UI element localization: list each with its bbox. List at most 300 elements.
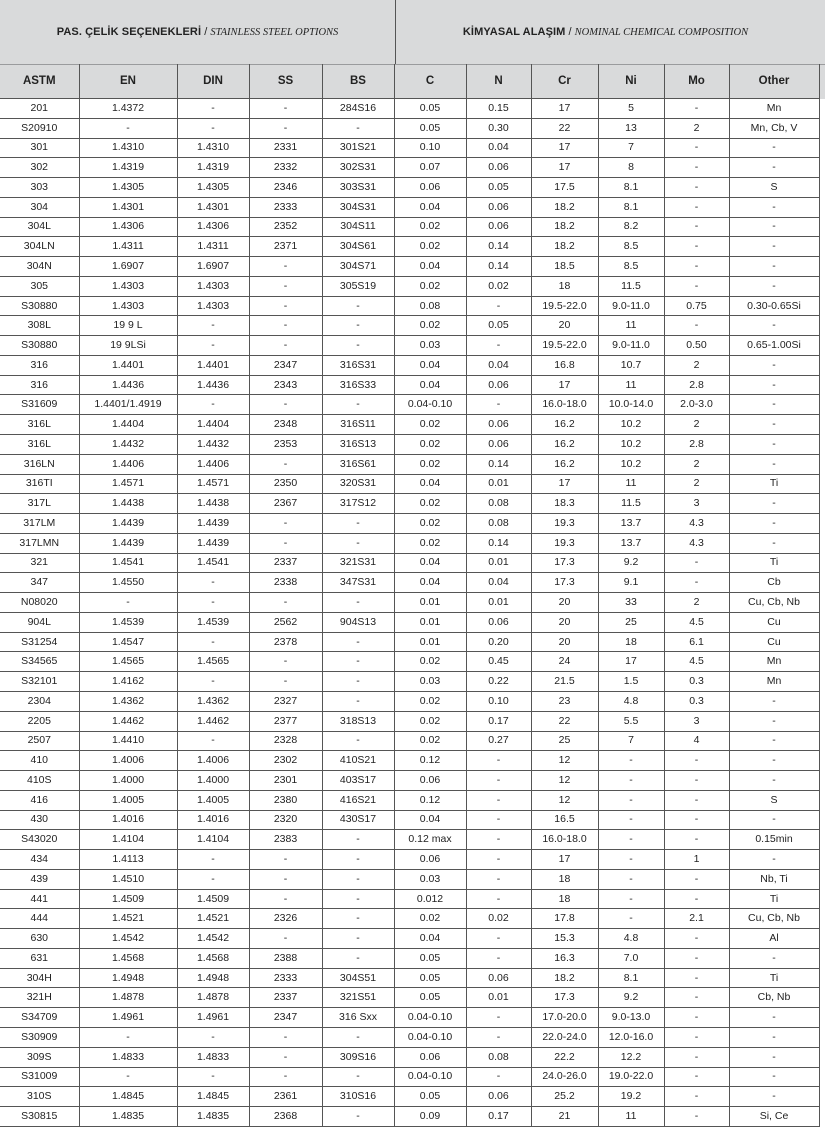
cell-c: 0.02 (394, 691, 466, 711)
cell-ni: 8.1 (598, 968, 664, 988)
cell-en: 1.4845 (79, 1087, 177, 1107)
cell-ss: 2328 (249, 731, 322, 751)
cell-ss: 2326 (249, 909, 322, 929)
cell-other: - (729, 197, 819, 217)
cell-astm: 317LM (0, 514, 79, 534)
cell-cr: 19.3 (531, 533, 598, 553)
cell-other: Mn, Cb, V (729, 118, 819, 138)
cell-en: 1.4835 (79, 1107, 177, 1127)
cell-ni: 17 (598, 652, 664, 672)
cell-n: - (466, 850, 531, 870)
cell-bs: 310S16 (322, 1087, 394, 1107)
cell-din: - (177, 99, 249, 119)
cell-n: - (466, 948, 531, 968)
cell-n: 0.02 (466, 276, 531, 296)
cell-en: 1.4462 (79, 711, 177, 731)
cell-cr: 12 (531, 751, 598, 771)
cell-other: - (729, 395, 819, 415)
cell-din: 1.4948 (177, 968, 249, 988)
cell-cr: 20 (531, 316, 598, 336)
cell-ni: - (598, 869, 664, 889)
table-row (0, 691, 819, 711)
cell-cr: 16.0-18.0 (531, 830, 598, 850)
cell-cr: 22 (531, 118, 598, 138)
cell-en: 1.4016 (79, 810, 177, 830)
cell-mo: 2 (664, 454, 729, 474)
cell-other: - (729, 138, 819, 158)
cell-c: 0.02 (394, 909, 466, 929)
cell-other: 0.15min (729, 830, 819, 850)
cell-cr: 16.0-18.0 (531, 395, 598, 415)
cell-astm: S32101 (0, 672, 79, 692)
cell-ss: - (249, 276, 322, 296)
table-row (0, 612, 819, 632)
cell-n: 0.06 (466, 375, 531, 395)
cell-bs: 304S71 (322, 257, 394, 277)
cell-cr: 22.2 (531, 1047, 598, 1067)
cell-n: - (466, 830, 531, 850)
cell-bs: 317S12 (322, 494, 394, 514)
cell-din: 1.4521 (177, 909, 249, 929)
cell-n: - (466, 810, 531, 830)
cell-n: 0.06 (466, 415, 531, 435)
cell-en: 1.4539 (79, 612, 177, 632)
cell-bs: - (322, 514, 394, 534)
cell-c: 0.04 (394, 197, 466, 217)
table-row (0, 1107, 819, 1127)
table-row (0, 257, 819, 277)
table-row (0, 435, 819, 455)
cell-en: 1.4550 (79, 573, 177, 593)
cell-din: - (177, 1067, 249, 1087)
cell-n: - (466, 336, 531, 356)
cell-n: - (466, 869, 531, 889)
cell-other: - (729, 316, 819, 336)
cell-n: 0.01 (466, 988, 531, 1008)
cell-n: 0.08 (466, 1047, 531, 1067)
cell-cr: 18.3 (531, 494, 598, 514)
cell-astm: 302 (0, 158, 79, 178)
cell-din: 1.4000 (177, 771, 249, 791)
cell-cr: 17 (531, 99, 598, 119)
table-row (0, 217, 819, 237)
cell-mo: 4.3 (664, 514, 729, 534)
cell-n: 0.06 (466, 197, 531, 217)
cell-cr: 17.3 (531, 988, 598, 1008)
cell-c: 0.10 (394, 138, 466, 158)
cell-mo: 1 (664, 850, 729, 870)
cell-ss: - (249, 652, 322, 672)
cell-bs: - (322, 672, 394, 692)
cell-cr: 16.3 (531, 948, 598, 968)
cell-cr: 18 (531, 869, 598, 889)
table-row (0, 118, 819, 138)
cell-n: 0.05 (466, 178, 531, 198)
cell-bs: 347S31 (322, 573, 394, 593)
cell-n: 0.20 (466, 632, 531, 652)
cell-en: 1.4878 (79, 988, 177, 1008)
cell-ss: - (249, 533, 322, 553)
cell-mo: 3 (664, 711, 729, 731)
cell-ss: - (249, 869, 322, 889)
cell-c: 0.02 (394, 454, 466, 474)
cell-bs: 316S13 (322, 435, 394, 455)
table-row (0, 296, 819, 316)
cell-ni: - (598, 751, 664, 771)
cell-ni: 9.0-11.0 (598, 336, 664, 356)
cell-mo: - (664, 1047, 729, 1067)
cell-mo: 0.50 (664, 336, 729, 356)
cell-ni: 9.2 (598, 553, 664, 573)
cell-ni: 13 (598, 118, 664, 138)
cell-cr: 21.5 (531, 672, 598, 692)
cell-mo: 2.0-3.0 (664, 395, 729, 415)
table-row (0, 929, 819, 949)
cell-c: 0.06 (394, 771, 466, 791)
table-row (0, 395, 819, 415)
cell-n: - (466, 771, 531, 791)
cell-mo: - (664, 988, 729, 1008)
cell-c: 0.08 (394, 296, 466, 316)
cell-n: - (466, 751, 531, 771)
cell-mo: - (664, 1087, 729, 1107)
cell-n: - (466, 395, 531, 415)
stainless-grades-table (0, 64, 820, 1127)
cell-cr: 18.2 (531, 968, 598, 988)
cell-c: 0.04 (394, 573, 466, 593)
cell-din: 1.4833 (177, 1047, 249, 1067)
cell-mo: - (664, 810, 729, 830)
chemical-composition-heading (396, 0, 815, 64)
table-row (0, 869, 819, 889)
cell-din: 1.4401 (177, 355, 249, 375)
cell-cr: 15.3 (531, 929, 598, 949)
cell-c: 0.01 (394, 632, 466, 652)
cell-other: Mn (729, 652, 819, 672)
cell-cr: 17 (531, 158, 598, 178)
cell-en: 1.4162 (79, 672, 177, 692)
cell-cr: 16.2 (531, 454, 598, 474)
cell-din: 1.4311 (177, 237, 249, 257)
cell-mo: 2 (664, 355, 729, 375)
cell-n: 0.08 (466, 494, 531, 514)
cell-cr: 12 (531, 771, 598, 791)
cell-mo: 2 (664, 474, 729, 494)
table-row (0, 355, 819, 375)
cell-bs: - (322, 316, 394, 336)
cell-other: - (729, 751, 819, 771)
cell-c: 0.04 (394, 355, 466, 375)
cell-en: 1.4510 (79, 869, 177, 889)
cell-bs: 304S11 (322, 217, 394, 237)
cell-mo: - (664, 237, 729, 257)
cell-en: 1.4319 (79, 158, 177, 178)
cell-c: 0.02 (394, 435, 466, 455)
cell-cr: 16.5 (531, 810, 598, 830)
cell-c: 0.01 (394, 612, 466, 632)
cell-mo: 2 (664, 415, 729, 435)
cell-other: - (729, 533, 819, 553)
cell-bs: - (322, 296, 394, 316)
cell-ni: 25 (598, 612, 664, 632)
cell-c: 0.05 (394, 1087, 466, 1107)
cell-ni: - (598, 810, 664, 830)
cell-astm: 316LN (0, 454, 79, 474)
table-row (0, 99, 819, 119)
cell-ss: - (249, 395, 322, 415)
cell-cr: 24 (531, 652, 598, 672)
cell-din: 1.4406 (177, 454, 249, 474)
table-row (0, 810, 819, 830)
cell-cr: 25.2 (531, 1087, 598, 1107)
cell-din: 1.4462 (177, 711, 249, 731)
cell-bs: - (322, 593, 394, 613)
cell-ss: - (249, 889, 322, 909)
cell-other: - (729, 771, 819, 791)
cell-astm: 444 (0, 909, 79, 929)
column-header-cr: Cr (531, 64, 598, 99)
cell-other: - (729, 257, 819, 277)
cell-ss: - (249, 1067, 322, 1087)
cell-ni: 8.5 (598, 237, 664, 257)
cell-ni: - (598, 889, 664, 909)
cell-astm: S30880 (0, 296, 79, 316)
cell-din: - (177, 672, 249, 692)
cell-ss: 2388 (249, 948, 322, 968)
cell-ss: 2320 (249, 810, 322, 830)
stainless-options-title-en: STAINLESS STEEL OPTIONS (210, 26, 339, 38)
cell-din: 1.4565 (177, 652, 249, 672)
cell-ni: 7 (598, 731, 664, 751)
cell-bs: - (322, 533, 394, 553)
cell-mo: 0.3 (664, 672, 729, 692)
cell-ni: 9.0-13.0 (598, 1008, 664, 1028)
cell-ss: - (249, 672, 322, 692)
cell-c: 0.06 (394, 178, 466, 198)
cell-en: - (79, 593, 177, 613)
cell-mo: - (664, 948, 729, 968)
table-row (0, 771, 819, 791)
cell-bs: - (322, 830, 394, 850)
cell-other: Mn (729, 99, 819, 119)
cell-mo: - (664, 929, 729, 949)
cell-cr: 16.2 (531, 435, 598, 455)
cell-other: - (729, 276, 819, 296)
cell-en: 1.4311 (79, 237, 177, 257)
cell-astm: 321H (0, 988, 79, 1008)
cell-bs: 304S31 (322, 197, 394, 217)
cell-en: 1.4104 (79, 830, 177, 850)
cell-cr: 18.2 (531, 237, 598, 257)
cell-astm: S34709 (0, 1008, 79, 1028)
cell-astm: 201 (0, 99, 79, 119)
cell-ss: 2353 (249, 435, 322, 455)
cell-ni: 12.0-16.0 (598, 1027, 664, 1047)
cell-mo: 2.8 (664, 375, 729, 395)
cell-ss: 2348 (249, 415, 322, 435)
cell-cr: 17.5 (531, 178, 598, 198)
cell-mo: 2 (664, 593, 729, 613)
cell-mo: 4.5 (664, 612, 729, 632)
cell-din: 1.4439 (177, 533, 249, 553)
table-row (0, 336, 819, 356)
cell-din: - (177, 593, 249, 613)
cell-other: - (729, 435, 819, 455)
cell-ni: 11 (598, 316, 664, 336)
cell-ni: 10.7 (598, 355, 664, 375)
cell-ni: 9.0-11.0 (598, 296, 664, 316)
cell-astm: S30909 (0, 1027, 79, 1047)
cell-din: 1.4436 (177, 375, 249, 395)
cell-c: 0.01 (394, 593, 466, 613)
cell-c: 0.05 (394, 968, 466, 988)
cell-bs: 304S51 (322, 968, 394, 988)
cell-n: 0.17 (466, 1107, 531, 1127)
cell-din: 1.4835 (177, 1107, 249, 1127)
cell-n: - (466, 1027, 531, 1047)
cell-c: 0.05 (394, 118, 466, 138)
cell-bs: - (322, 948, 394, 968)
column-header-bs: BS (322, 64, 394, 99)
cell-ss: 2347 (249, 355, 322, 375)
cell-din: 1.4005 (177, 790, 249, 810)
cell-din: - (177, 632, 249, 652)
cell-bs: 309S16 (322, 1047, 394, 1067)
table-row (0, 237, 819, 257)
cell-other: 0.30-0.65Si (729, 296, 819, 316)
cell-other: - (729, 1087, 819, 1107)
cell-astm: 310S (0, 1087, 79, 1107)
column-header-mo: Mo (664, 64, 729, 99)
cell-other: - (729, 355, 819, 375)
cell-ni: - (598, 909, 664, 929)
cell-mo: - (664, 276, 729, 296)
cell-bs: - (322, 118, 394, 138)
cell-bs: 320S31 (322, 474, 394, 494)
cell-mo: 4.5 (664, 652, 729, 672)
cell-ss: 2346 (249, 178, 322, 198)
table-row (0, 948, 819, 968)
cell-c: 0.02 (394, 711, 466, 731)
cell-ss: 2350 (249, 474, 322, 494)
cell-ni: 13.7 (598, 533, 664, 553)
cell-bs: 305S19 (322, 276, 394, 296)
cell-ni: 19.0-22.0 (598, 1067, 664, 1087)
cell-ss: 2331 (249, 138, 322, 158)
column-header-ni: Ni (598, 64, 664, 99)
cell-din: - (177, 1027, 249, 1047)
cell-other: - (729, 494, 819, 514)
cell-ni: 9.2 (598, 988, 664, 1008)
cell-other: Ti (729, 553, 819, 573)
cell-en: 1.4410 (79, 731, 177, 751)
cell-en: 1.6907 (79, 257, 177, 277)
cell-c: 0.03 (394, 869, 466, 889)
cell-ni: 10.0-14.0 (598, 395, 664, 415)
cell-n: 0.04 (466, 138, 531, 158)
cell-ni: 8.1 (598, 197, 664, 217)
table-row (0, 316, 819, 336)
cell-n: 0.02 (466, 909, 531, 929)
cell-astm: 410S (0, 771, 79, 791)
cell-din: 1.4432 (177, 435, 249, 455)
cell-astm: 304 (0, 197, 79, 217)
cell-din: 1.4539 (177, 612, 249, 632)
cell-en: 1.4006 (79, 751, 177, 771)
cell-astm: S20910 (0, 118, 79, 138)
cell-other: Cu, Cb, Nb (729, 909, 819, 929)
cell-other: S (729, 178, 819, 198)
cell-en: 19 9 L (79, 316, 177, 336)
cell-cr: 21 (531, 1107, 598, 1127)
cell-mo: - (664, 257, 729, 277)
cell-ni: 7 (598, 138, 664, 158)
table-row (0, 1087, 819, 1107)
cell-cr: 18.5 (531, 257, 598, 277)
cell-din: - (177, 573, 249, 593)
cell-n: 0.01 (466, 593, 531, 613)
cell-c: 0.12 (394, 790, 466, 810)
cell-other: Mn (729, 672, 819, 692)
table-row (0, 830, 819, 850)
cell-cr: 18 (531, 889, 598, 909)
cell-en: 1.4301 (79, 197, 177, 217)
cell-ss: - (249, 850, 322, 870)
cell-astm: 305 (0, 276, 79, 296)
cell-din: 1.4301 (177, 197, 249, 217)
cell-bs: - (322, 691, 394, 711)
cell-ni: 8.5 (598, 257, 664, 277)
cell-ss: 2333 (249, 197, 322, 217)
cell-ni: - (598, 771, 664, 791)
table-row (0, 1067, 819, 1087)
cell-c: 0.04 (394, 257, 466, 277)
cell-cr: 17 (531, 138, 598, 158)
cell-en: 1.4362 (79, 691, 177, 711)
cell-ni: - (598, 790, 664, 810)
cell-ss: 2371 (249, 237, 322, 257)
cell-cr: 12 (531, 790, 598, 810)
cell-din: 1.4845 (177, 1087, 249, 1107)
cell-other: Nb, Ti (729, 869, 819, 889)
cell-c: 0.12 max (394, 830, 466, 850)
cell-c: 0.05 (394, 99, 466, 119)
cell-ni: 10.2 (598, 454, 664, 474)
cell-mo: - (664, 1008, 729, 1028)
cell-ni: 11 (598, 375, 664, 395)
table-row (0, 751, 819, 771)
cell-c: 0.02 (394, 415, 466, 435)
cell-cr: 18.2 (531, 217, 598, 237)
cell-en: 1.4401/1.4919 (79, 395, 177, 415)
cell-c: 0.04 (394, 375, 466, 395)
cell-astm: 434 (0, 850, 79, 870)
cell-astm: 439 (0, 869, 79, 889)
cell-c: 0.04 (394, 929, 466, 949)
cell-cr: 20 (531, 593, 598, 613)
cell-n: - (466, 296, 531, 316)
cell-n: 0.14 (466, 237, 531, 257)
cell-n: 0.01 (466, 474, 531, 494)
cell-c: 0.07 (394, 158, 466, 178)
cell-c: 0.04 (394, 553, 466, 573)
cell-ss: 2337 (249, 553, 322, 573)
cell-cr: 17.3 (531, 573, 598, 593)
cell-n: 0.14 (466, 454, 531, 474)
cell-astm: 316L (0, 435, 79, 455)
cell-astm: 301 (0, 138, 79, 158)
cell-mo: - (664, 178, 729, 198)
